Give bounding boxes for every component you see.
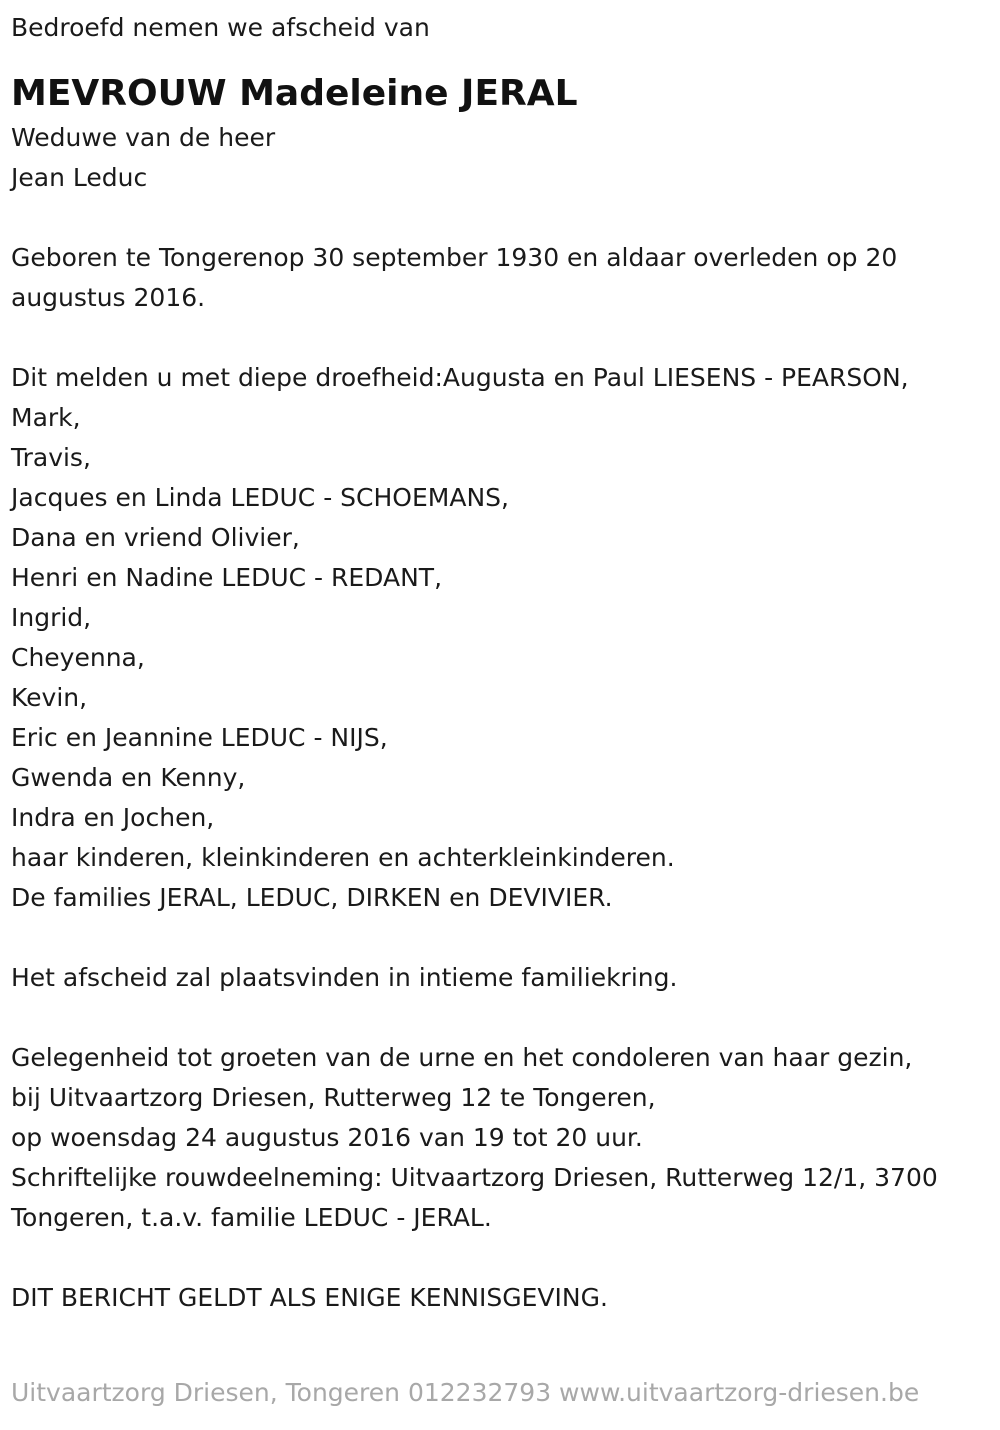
birth-death-line-1: Geboren te Tongerenop 30 september 1930 en aldaar overleden op 20 bbox=[11, 243, 898, 272]
mourner-line: Ingrid, bbox=[11, 603, 92, 632]
condolence-line: Schriftelijke rouwdeelneming: Uitvaartzorg Driesen, Rutterweg 12/1, 3700 bbox=[11, 1163, 938, 1192]
mourner-line: Jacques en Linda LEDUC - SCHOEMANS, bbox=[11, 483, 509, 512]
condolence-line: op woensdag 24 augustus 2016 van 19 tot 20 uur. bbox=[11, 1123, 643, 1152]
condolence-line: Gelegenheid tot groeten van de urne en het condoleren van haar gezin, bbox=[11, 1043, 913, 1072]
farewell-text: Het afscheid zal plaatsvinden in intieme familiekring. bbox=[11, 963, 678, 992]
mourner-line: Gwenda en Kenny, bbox=[11, 763, 246, 792]
mourners-list bbox=[11, 358, 1000, 918]
mourner-line: De families JERAL, LEDUC, DIRKEN en DEVIVIER. bbox=[11, 883, 613, 912]
notice-text: DIT BERICHT GELDT ALS ENIGE KENNISGEVING. bbox=[11, 1283, 608, 1312]
condolence-line: Tongeren, t.a.v. familie LEDUC - JERAL. bbox=[11, 1203, 492, 1232]
intro-text: Bedroefd nemen we afscheid van bbox=[11, 13, 430, 42]
funeral-home-footer: Uitvaartzorg Driesen, Tongeren 012232793 www.uitvaartzorg-driesen.be bbox=[11, 1378, 920, 1407]
spacer bbox=[11, 318, 1000, 358]
widow-of-line-1: Weduwe van de heer bbox=[11, 123, 276, 152]
condolence-line: bij Uitvaartzorg Driesen, Rutterweg 12 te Tongeren, bbox=[11, 1083, 656, 1112]
deceased-name: MEVROUW Madeleine JERAL bbox=[11, 73, 578, 114]
mourner-line: Kevin, bbox=[11, 683, 88, 712]
spacer bbox=[11, 998, 1000, 1038]
mourner-line: Dana en vriend Olivier, bbox=[11, 523, 300, 552]
mourner-line: haar kinderen, kleinkinderen en achterkleinkinderen. bbox=[11, 843, 675, 872]
mourner-line: Dit melden u met diepe droefheid:Augusta en Paul LIESENS - PEARSON, bbox=[11, 363, 909, 392]
mourner-line: Henri en Nadine LEDUC - REDANT, bbox=[11, 563, 443, 592]
mourner-line: Travis, bbox=[11, 443, 91, 472]
birth-death-line-2: augustus 2016. bbox=[11, 283, 206, 312]
widow-of-line-2: Jean Leduc bbox=[11, 163, 148, 192]
spacer bbox=[11, 48, 1000, 70]
condolences-block bbox=[11, 1038, 1000, 1238]
mourner-line: Eric en Jeannine LEDUC - NIJS, bbox=[11, 723, 388, 752]
mourner-line: Mark, bbox=[11, 403, 81, 432]
spacer bbox=[11, 918, 1000, 958]
mourner-line: Indra en Jochen, bbox=[11, 803, 215, 832]
spacer bbox=[11, 1238, 1000, 1278]
mourner-line: Cheyenna, bbox=[11, 643, 145, 672]
spacer bbox=[11, 198, 1000, 238]
